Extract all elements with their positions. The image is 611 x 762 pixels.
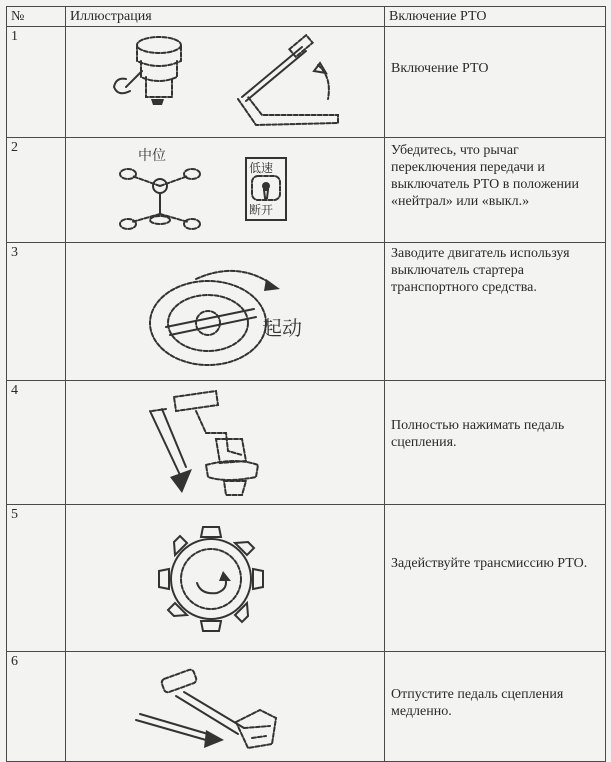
row-number: 1 — [7, 27, 66, 138]
neutral-label: 中位 — [138, 148, 166, 164]
illustration-cell — [66, 381, 385, 505]
table-row — [7, 505, 606, 652]
table-header-row — [7, 7, 606, 27]
row-number: 2 — [7, 138, 66, 243]
off-label: 断开 — [249, 203, 274, 217]
header-number: № — [7, 7, 66, 27]
row-number: 5 — [7, 505, 66, 652]
row-number: 4 — [7, 381, 66, 505]
table-row — [7, 652, 606, 762]
header-illustration: Иллюстрация — [66, 7, 385, 27]
pto-instruction-table — [6, 6, 606, 762]
ignition-switch-icon — [66, 243, 385, 378]
neutral-gear-icon — [66, 138, 385, 240]
illustration-cell — [66, 652, 385, 762]
clutch-pedal-press-icon — [66, 381, 385, 502]
table-row — [7, 138, 606, 243]
header-action: Включение РТО — [385, 7, 606, 27]
illustration-cell — [66, 505, 385, 652]
illustration-cell — [66, 27, 385, 138]
description-cell: Полностью нажимать педаль сцепления. — [385, 381, 606, 505]
row-number: 3 — [7, 243, 66, 381]
low-speed-label: 低速 — [249, 161, 274, 175]
illustration-cell — [66, 243, 385, 381]
document-page — [6, 6, 605, 753]
table-row — [7, 243, 606, 381]
row-number: 6 — [7, 652, 66, 762]
start-label: 起动 — [262, 316, 302, 340]
description-cell: Отпустите педаль сцепления медленно. — [385, 652, 606, 762]
table-row — [7, 381, 606, 505]
illustration-cell — [66, 138, 385, 243]
clutch-pedal-release-icon — [66, 652, 385, 759]
pto-lever-icon — [66, 27, 385, 135]
description-cell: Убедитесь, что рычаг переключения передачи и выключатель РТО в положении «нейтрал» или «выкл.» — [385, 138, 606, 243]
gear-icon — [66, 505, 385, 649]
description-cell: Задействуйте трансмиссию РТО. — [385, 505, 606, 652]
description-cell: Включение РТО — [385, 27, 606, 138]
description-cell: Заводите двигатель используя выключатель стартера транспортного средства. — [385, 243, 606, 381]
table-row — [7, 27, 606, 138]
